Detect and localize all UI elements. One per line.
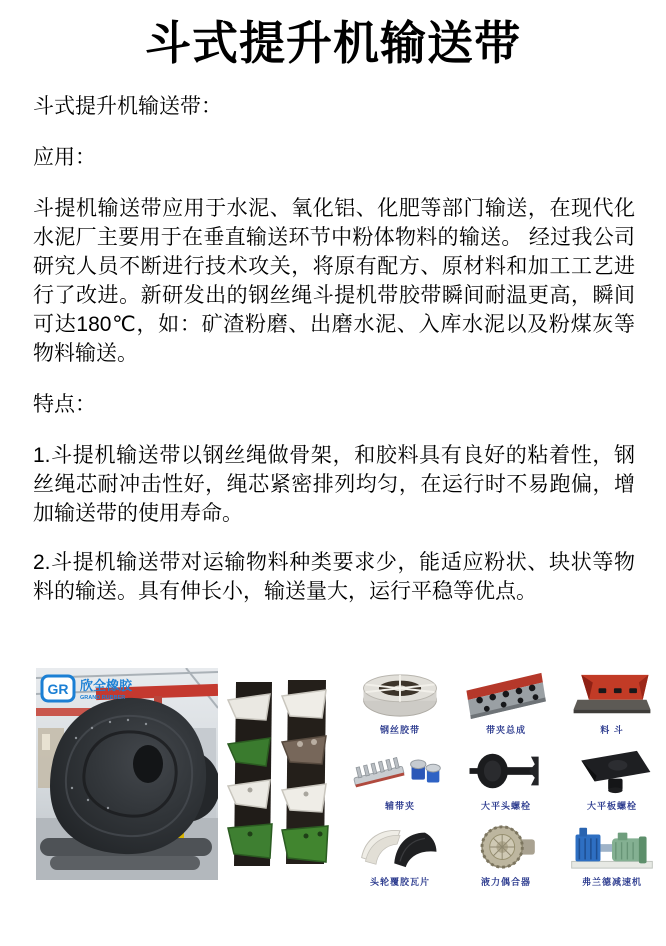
belt-clamp-assembly-image: [458, 670, 554, 720]
product-caption: 带夹总成: [485, 725, 526, 736]
product-item: [350, 746, 450, 812]
product-item: [562, 822, 662, 888]
head-wheel-rubber-tile-image: [352, 822, 448, 872]
article-body: [0, 92, 666, 606]
application-heading: 应用：: [33, 146, 96, 170]
feature-item-2: 2.斗提机输送带对运输物料种类要求少，能适应粉状、块状等物料的输送。具有伸长小，输送量大，运行平稳等优点。: [33, 551, 635, 604]
product-caption: 料 斗: [600, 725, 624, 736]
product-caption: 大平头螺栓: [480, 801, 531, 812]
product-caption: 液力偶合器: [480, 877, 531, 888]
svg-text:GR: GR: [47, 681, 69, 698]
flender-reducer-image: [564, 822, 660, 872]
svg-text:欣全橡胶: 欣全橡胶: [80, 678, 133, 694]
product-item: [562, 670, 662, 736]
product-grid: [350, 670, 662, 888]
application-paragraph: 斗提机输送带应用于水泥、氧化铝、化肥等部门输送，在现代化水泥厂主要用于在垂直输送环节中粉体物料的输送。 经过我公司研究人员不断进行技术攻关，将原有配方、原材料和加工工艺进行了改进。新研发出的钢丝绳斗提机带胶带瞬间耐温更高，瞬间可达180℃，如：矿渣粉磨、出磨水泥、入库水泥以及粉煤灰等物料输送。: [33, 197, 635, 366]
conveyor-belt-roll-photo: [36, 668, 218, 880]
article-heading-line: 斗式提升机输送带：: [33, 95, 222, 119]
svg-text:GRAND RUBBER: GRAND RUBBER: [80, 695, 126, 702]
fluid-coupling-image: [458, 822, 554, 872]
product-caption: 弗兰德减速机: [581, 877, 642, 888]
product-page: [0, 16, 666, 946]
product-item: [456, 822, 556, 888]
product-caption: 大平板螺栓: [586, 801, 637, 812]
product-item: [350, 670, 450, 736]
features-heading: 特点：: [33, 393, 96, 417]
flat-head-bolt-image: [458, 746, 554, 796]
product-item: [350, 822, 450, 888]
product-caption: 辅带夹: [384, 801, 415, 812]
feature-item-1: 1.斗提机输送带以钢丝绳做骨架，和胶料具有良好的粘着性，钢丝绳芯耐冲击性好，绳芯紧密排列均匀，在运行时不易跑偏，增加输送带的使用寿命。: [33, 444, 635, 526]
steel-wire-belt-image: [352, 670, 448, 720]
product-item: [456, 746, 556, 812]
product-item: [456, 670, 556, 736]
page-title: 斗式提升机输送带: [145, 17, 521, 69]
grand-rubber-logo: [42, 676, 133, 701]
flat-plate-bolt-image: [564, 746, 660, 796]
hopper-image: [564, 670, 660, 720]
product-item: [562, 746, 662, 812]
product-gallery: [0, 668, 666, 888]
product-caption: 头轮覆胶瓦片: [369, 877, 430, 888]
belt-clamp-strip-image: [352, 746, 448, 796]
product-caption: 钢丝胶带: [379, 725, 420, 736]
elevator-buckets-photo: [226, 678, 336, 870]
